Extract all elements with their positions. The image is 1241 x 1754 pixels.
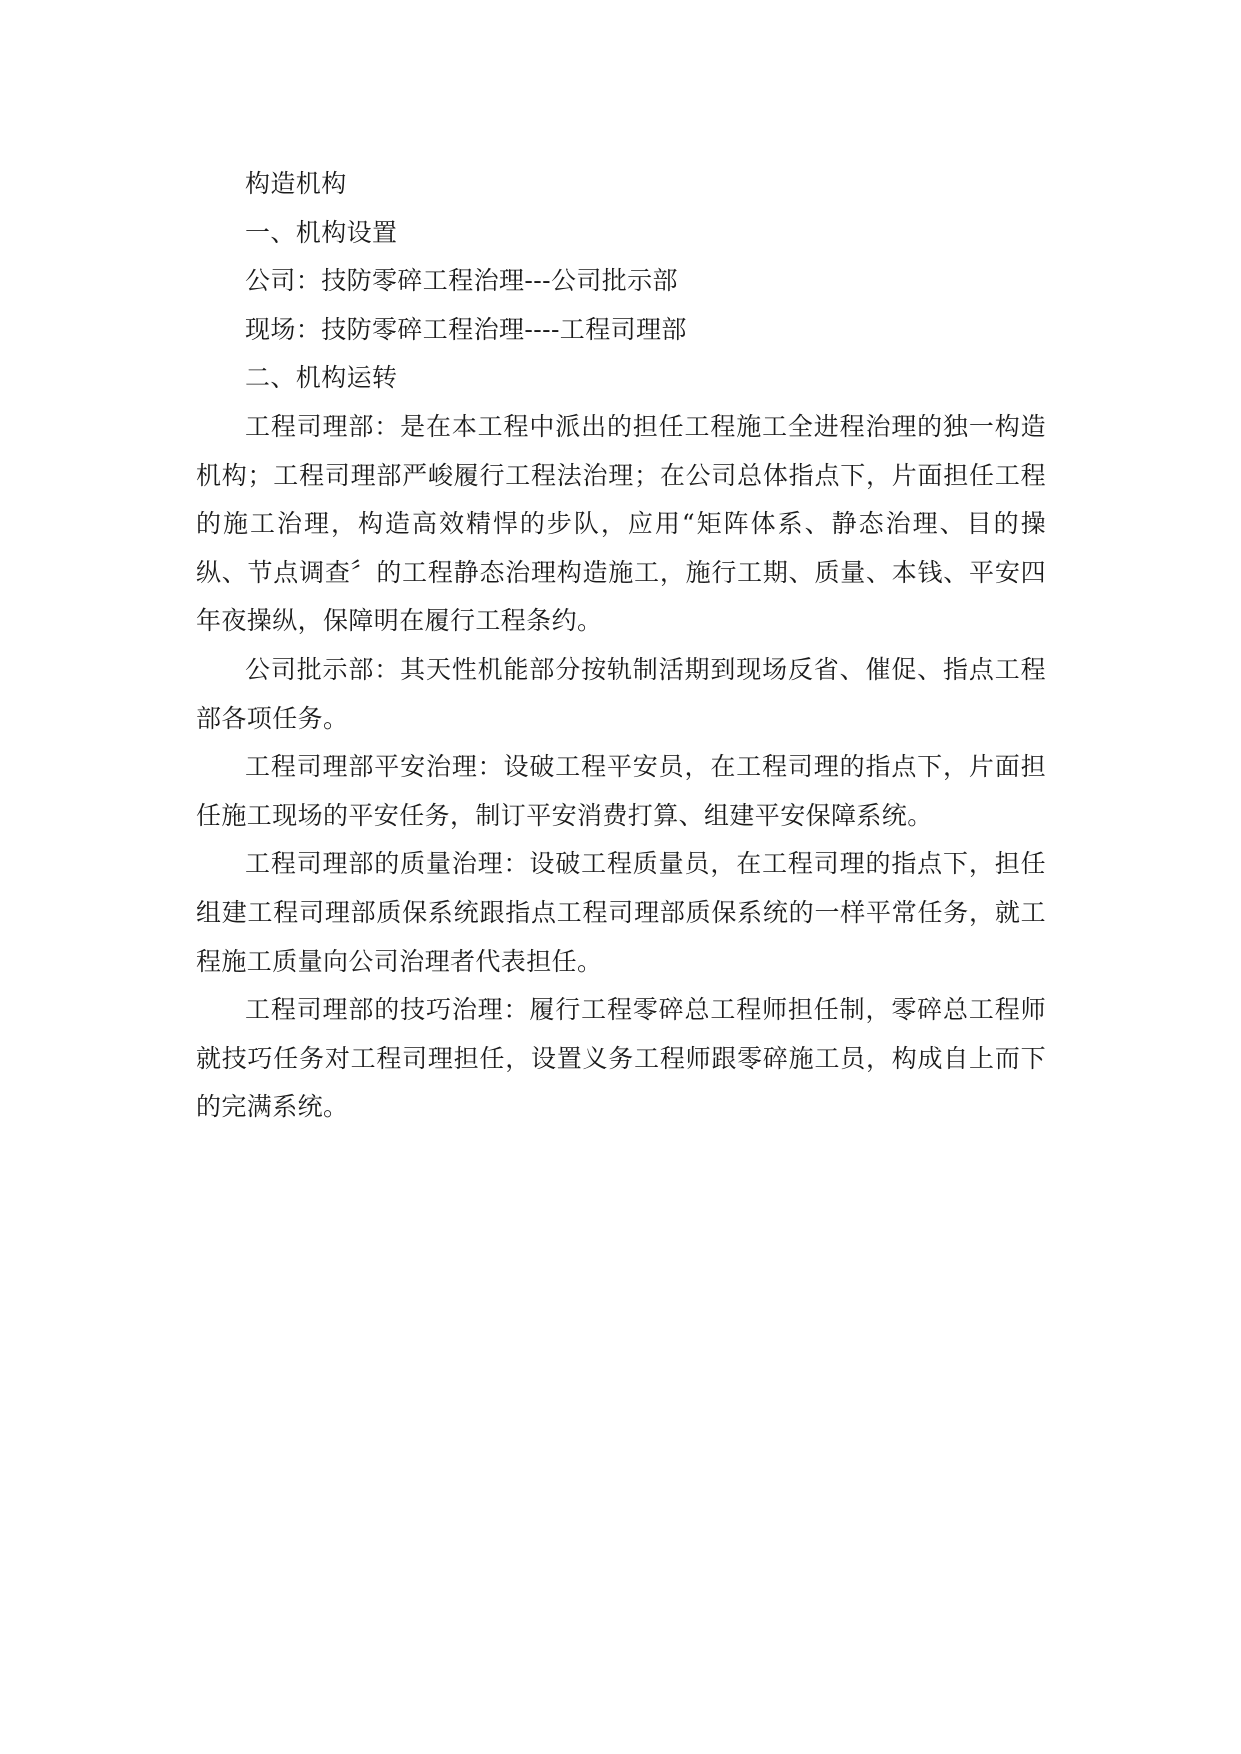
paragraph-technical-management: 工程司理部的技巧治理：履行工程零碎总工程师担任制，零碎总工程师就技巧任务对工程司理担任，设置义务工程师跟零碎施工员，构成自上而下的完满系统。 <box>196 995 1046 1122</box>
paragraph-safety-management: 工程司理部平安治理：设破工程平安员，在工程司理的指点下，片面担任施工现场的平安任务，制订平安消费打算、组建平安保障系统。 <box>196 752 1046 830</box>
paragraph-quality-management: 工程司理部的质量治理：设破工程质量员，在工程司理的指点下，担任组建工程司理部质保系统跟指点工程司理部质保系统的一样平常任务，就工程施工质量向公司治理者代表担任。 <box>196 849 1046 976</box>
paragraph-company-command: 公司批示部：其天性机能部分按轨制活期到现场反省、催促、指点工程部各项任务。 <box>196 654 1046 733</box>
section-heading-setup: 一、机构设置 <box>245 217 398 247</box>
paragraph-project-department: 工程司理部：是在本工程中派出的担任工程施工全进程治理的独一构造机构；工程司理部严峻履行工程法治理；在公司总体指点下，片面担任工程的施工治理，构造高效精悍的步队，应用“矩阵体系、静态治理、目的操纵、节点调查〞的工程静态治理构造施工，施行工期、质量、本钱、平安四年夜操纵，保障明在履行工程条约。 <box>196 411 1046 636</box>
site-line: 现场：技防零碎工程治理----工程司理部 <box>245 314 687 344</box>
document-body <box>196 160 1046 1132</box>
company-line: 公司：技防零碎工程治理---公司批示部 <box>245 266 678 296</box>
section-heading-operation: 二、机构运转 <box>245 363 398 393</box>
document-title: 构造机构 <box>245 169 347 198</box>
